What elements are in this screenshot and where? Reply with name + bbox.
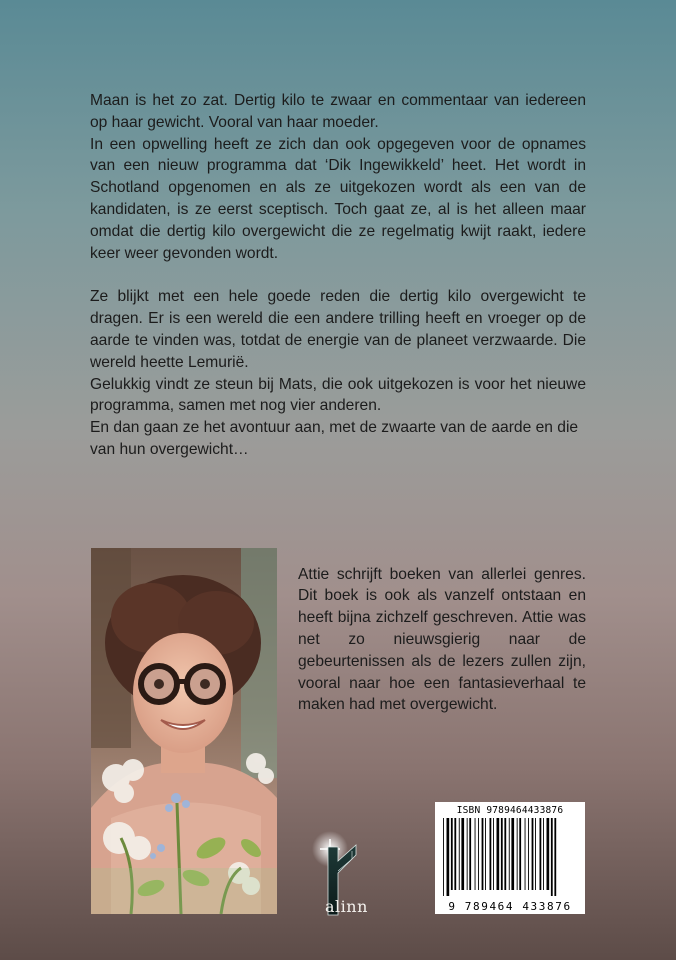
barcode-bar <box>447 818 450 896</box>
author-photo <box>91 548 277 914</box>
barcode-bar <box>509 818 510 890</box>
barcode-bar <box>461 818 464 890</box>
barcode-bar <box>511 818 514 890</box>
isbn-label: ISBN 9789464433876 <box>456 805 564 816</box>
barcode-bar <box>490 818 492 890</box>
barcode-bar <box>543 818 544 890</box>
isbn-digits: 9 789464 433876 <box>448 900 572 913</box>
barcode-bars <box>441 818 579 896</box>
barcode-bar <box>517 818 518 890</box>
barcode-bar <box>485 818 486 890</box>
barcode-bar <box>504 818 506 890</box>
barcode-bar <box>469 818 471 890</box>
barcode-bar <box>532 818 534 890</box>
barcode-bar <box>451 818 453 890</box>
barcode-bar <box>528 818 529 890</box>
barcode-bar <box>459 818 460 890</box>
barcode-bar <box>443 818 444 896</box>
barcode-bar <box>519 818 521 890</box>
barcode-bar <box>535 818 536 890</box>
barcode-bar <box>475 818 476 890</box>
barcode-bar <box>482 818 484 890</box>
barcode-bar <box>554 818 556 896</box>
author-bio: Attie schrijft boeken van allerlei genres. Dit boek is ook als vanzelf ontstaan en heeft bijna zichzelf geschreven. Attie was net zo nieuwsgierig naar de gebeurtenissen als de lezers zullen zijn, vooral naar hoe een fantasieverhaal te maken had met overgewicht. <box>298 565 586 714</box>
barcode-bar <box>551 818 553 896</box>
barcode-bar <box>497 818 500 890</box>
barcode-bar <box>467 818 468 890</box>
blurb-line: Maan is het zo zat. Dertig kilo te zwaar en commentaar van iedereen op haar gewicht. Vooral van haar moeder. <box>90 92 586 131</box>
barcode-bar <box>540 818 542 890</box>
isbn-barcode <box>435 802 585 914</box>
publisher-name: alinn <box>325 897 368 916</box>
barcode-bar <box>493 818 494 890</box>
barcode-bar <box>454 818 456 890</box>
barcode-bar <box>478 818 479 890</box>
barcode-bar <box>501 818 503 890</box>
blurb-line: Gelukkig vindt ze steun bij Mats, die ook uitgekozen is voor het nieuwe programma, samen met nog vier anderen. <box>90 375 586 415</box>
blurb-line: In een opwelling heeft ze zich dan ook opgegeven voor de opnames van een nieuw programma dat ‘Dik Ingewikkeld’ heet. Het wordt in Schotland opgenomen en als ze uitgekozen wordt als een van de kandidaten, is ze eerst sceptisch. Toch gaat ze, al is het alleen maar omdat die dertig kilo overgewicht die ze regelmatig kwijt raakt, iedere keer weer gevonden wordt. <box>90 135 586 262</box>
blurb-line: Ze blijkt met een hele goede reden die dertig kilo overgewicht te dragen. Er is een wereld die een andere trilling heeft en vroeger op de aarde te vinden was, totdat de energie van de planeet verzwaarde. Die wereld heette Lemurië. <box>90 288 586 371</box>
barcode-bar <box>525 818 526 890</box>
barcode-bar <box>547 818 550 890</box>
blurb-text <box>90 90 586 461</box>
blurb-line: En dan gaan ze het avontuur aan, met de zwaarte van de aarde en die van hun overgewicht… <box>90 419 579 458</box>
